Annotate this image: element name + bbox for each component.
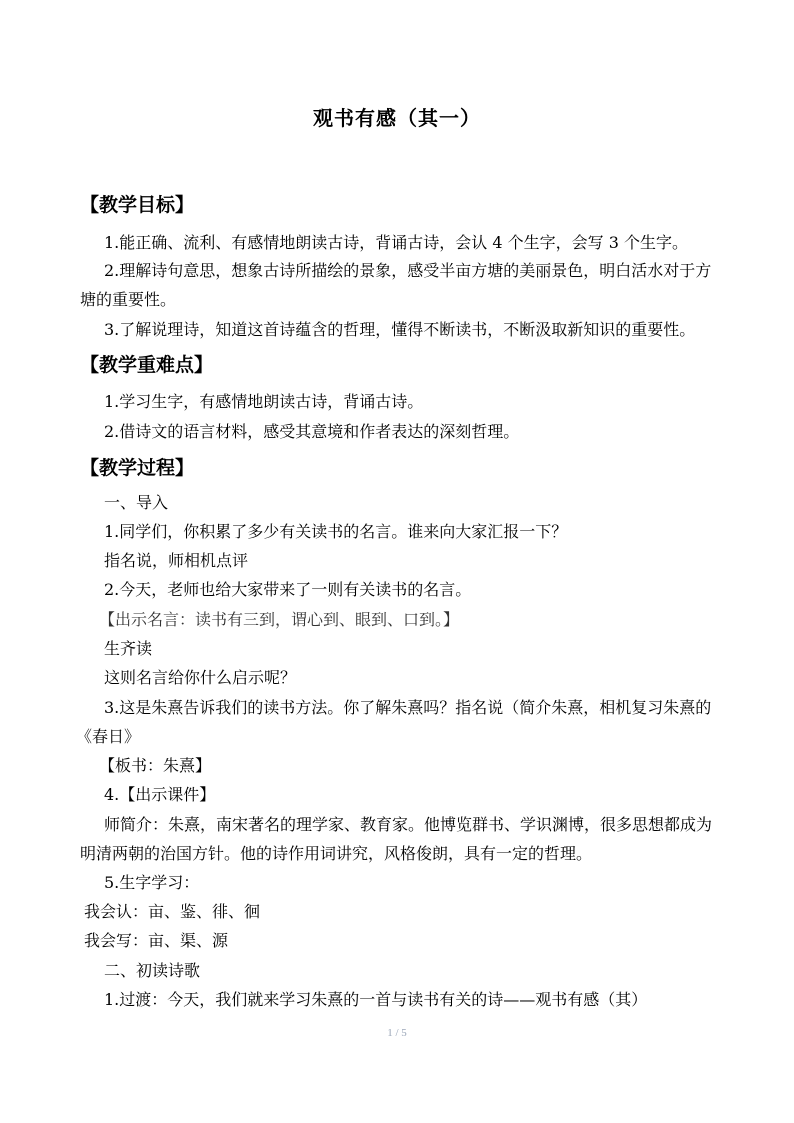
process-line: 2.今天，老师也给大家带来了一则有关读书的名言。 (104, 580, 472, 599)
process-board-line: 【板书：朱熹】 (99, 756, 212, 775)
keypoint-item-1: 1.学习生字，有感情地朗读古诗，背诵古诗。 (104, 392, 424, 411)
process-line: 生齐读 (104, 639, 153, 658)
process-line: 指名说，师相机点评 (104, 551, 249, 570)
process-line-continued: 明清两朝的治国方针。他的诗作用词讲究，风格俊朗，具有一定的哲理。 (80, 844, 593, 863)
document-title: 观书有感（其一） (313, 106, 481, 130)
section-heading-keypoints: 【教学重难点】 (80, 354, 214, 376)
goal-item-2: 2.理解诗句意思，想象古诗所描绘的景象，感受半亩方塘的美丽景色，明白活水对于方 (104, 261, 712, 280)
process-line: 1.过渡：今天，我们就来学习朱熹的一首与读书有关的诗——观书有感（其） (104, 990, 648, 1009)
process-line-continued: 《春日》 (76, 727, 141, 746)
process-line: 二、初读诗歌 (104, 961, 201, 980)
process-line: 师简介：朱熹，南宋著名的理学家、教育家。他博览群书、学识渊博，很多思想都成为 (104, 815, 713, 834)
process-line: 一、导入 (104, 493, 169, 512)
process-line: 这则名言给你什么启示呢？ (104, 668, 297, 687)
page-number: 1 / 5 (387, 1027, 407, 1039)
process-line: 我会写：亩、渠、源 (84, 931, 229, 950)
section-heading-process: 【教学过程】 (80, 457, 195, 479)
goal-item-2-continued: 塘的重要性。 (80, 290, 177, 309)
goal-item-1: 1.能正确、流利、有感情地朗读古诗，背诵古诗，会认 4 个生字，会写 3 个生字。 (104, 233, 688, 252)
process-line: 我会认：亩、鉴、徘、徊 (84, 902, 261, 921)
process-line: 3.这是朱熹告诉我们的读书方法。你了解朱熹吗？指名说（简介朱熹，相机复习朱熹的 (104, 698, 712, 717)
section-heading-goals: 【教学目标】 (80, 194, 195, 216)
process-line: 1.同学们，你积累了多少有关读书的名言。谁来向大家汇报一下？ (104, 522, 568, 541)
process-line: 5.生字学习： (104, 873, 200, 892)
goal-item-3: 3.了解说理诗，知道这首诗蕴含的哲理，懂得不断读书，不断汲取新知识的重要性。 (104, 320, 696, 339)
process-line: 4.【出示课件】 (104, 785, 216, 804)
process-quote-line: 【出示名言：读书有三到，谓心到、眼到、口到。】 (99, 610, 460, 629)
keypoint-item-2: 2.借诗文的语言材料，感受其意境和作者表达的深刻哲理。 (104, 422, 520, 441)
